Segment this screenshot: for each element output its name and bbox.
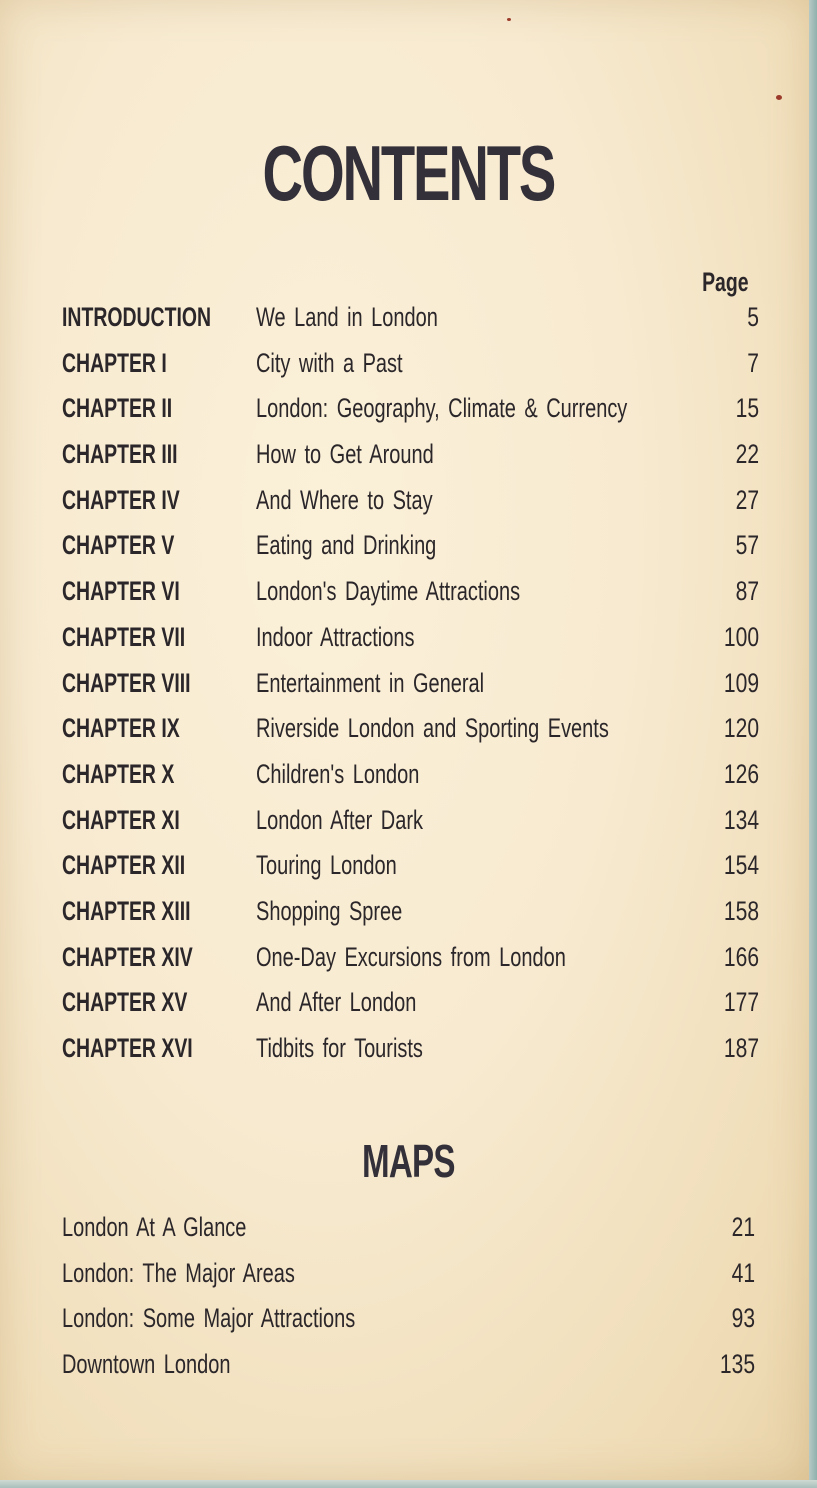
chapter-label: CHAPTER VIII [62, 667, 191, 698]
chapter-page-number: 22 [735, 439, 759, 470]
chapter-title: London's Daytime Attractions [256, 576, 521, 607]
chapter-title: London: Geography, Climate & Currency [256, 393, 628, 424]
chapter-title: One-Day Excursions from London [256, 941, 566, 972]
chapter-page-number: 134 [723, 804, 759, 835]
chapter-label: CHAPTER XI [62, 804, 180, 835]
map-page-number: 21 [731, 1212, 755, 1242]
chapter-title: Tidbits for Tourists [256, 1033, 423, 1063]
chapter-list [62, 298, 759, 1075]
chapter-title: We Land in London [256, 302, 438, 332]
toc-row[interactable] [62, 1029, 759, 1075]
chapter-page-number: 7 [747, 347, 759, 378]
chapter-page-number: 87 [735, 576, 759, 607]
chapter-page-number: 177 [723, 987, 759, 1018]
toc-row[interactable] [62, 664, 759, 710]
chapter-label: CHAPTER XIV [62, 941, 193, 972]
chapter-title: Riverside London and Sporting Events [256, 713, 609, 744]
map-row[interactable] [62, 1299, 755, 1345]
chapter-title: Eating and Drinking [256, 530, 437, 561]
chapter-label: CHAPTER XII [62, 850, 186, 881]
chapter-title: Indoor Attractions [256, 621, 415, 652]
chapter-label: CHAPTER I [62, 347, 167, 378]
page-edge-bottom [0, 1480, 817, 1488]
contents-title: CONTENTS [262, 129, 555, 217]
chapter-label: CHAPTER XIII [62, 895, 191, 926]
toc-row[interactable] [62, 435, 759, 481]
chapter-title: Children's London [256, 758, 420, 789]
chapter-title: Entertainment in General [256, 667, 485, 698]
toc-row[interactable] [62, 481, 759, 527]
chapter-label: CHAPTER XV [62, 987, 188, 1018]
chapter-title: Shopping Spree [256, 895, 403, 926]
chapter-title: Touring London [256, 850, 397, 881]
chapter-label: CHAPTER VI [62, 576, 180, 607]
page-edge-right [809, 0, 817, 1488]
map-row[interactable] [62, 1208, 755, 1254]
chapter-label: CHAPTER XVI [62, 1033, 193, 1063]
toc-row[interactable] [62, 389, 759, 435]
chapter-page-number: 109 [723, 667, 759, 698]
chapter-label: CHAPTER V [62, 530, 175, 561]
chapter-label: CHAPTER IV [62, 484, 180, 515]
toc-row[interactable] [62, 755, 759, 801]
chapter-label: CHAPTER X [62, 758, 175, 789]
chapter-page-number: 27 [735, 484, 759, 515]
map-title: London: The Major Areas [62, 1257, 295, 1288]
toc-row[interactable] [62, 938, 759, 984]
toc-row[interactable] [62, 846, 759, 892]
ink-fleck [776, 95, 782, 100]
toc-row[interactable] [62, 709, 759, 755]
map-title: London: Some Major Attractions [62, 1303, 356, 1333]
map-list [62, 1208, 755, 1390]
chapter-page-number: 100 [723, 621, 759, 652]
chapter-page-number: 166 [723, 941, 759, 972]
toc-row[interactable] [62, 526, 759, 572]
maps-heading: MAPS [361, 1135, 455, 1187]
chapter-title: How to Get Around [256, 439, 434, 470]
chapter-page-number: 154 [723, 850, 759, 881]
chapter-label: CHAPTER IX [62, 713, 180, 744]
chapter-page-number: 15 [735, 393, 759, 424]
chapter-title: And Where to Stay [256, 484, 433, 515]
toc-row[interactable] [62, 892, 759, 938]
toc-row[interactable] [62, 298, 759, 344]
chapter-page-number: 5 [747, 302, 759, 332]
map-row[interactable] [62, 1254, 755, 1300]
chapter-title: And After London [256, 987, 417, 1018]
map-title: London At A Glance [62, 1212, 247, 1242]
page-column-label: Page [702, 267, 749, 297]
map-row[interactable] [62, 1345, 755, 1391]
chapter-page-number: 126 [723, 758, 759, 789]
ink-fleck [507, 18, 511, 21]
chapter-title: City with a Past [256, 347, 403, 378]
toc-row[interactable] [62, 618, 759, 664]
chapter-page-number: 120 [723, 713, 759, 744]
chapter-label: CHAPTER II [62, 393, 173, 424]
chapter-title: London After Dark [256, 804, 423, 835]
chapter-page-number: 187 [723, 1033, 759, 1063]
chapter-page-number: 57 [735, 530, 759, 561]
map-page-number: 135 [719, 1348, 755, 1379]
chapter-page-number: 158 [723, 895, 759, 926]
chapter-label: CHAPTER III [62, 439, 178, 470]
toc-row[interactable] [62, 983, 759, 1029]
map-title: Downtown London [62, 1348, 231, 1379]
chapter-label: CHAPTER VII [62, 621, 186, 652]
chapter-label: INTRODUCTION [62, 302, 212, 332]
map-page-number: 93 [731, 1303, 755, 1333]
toc-row[interactable] [62, 572, 759, 618]
toc-row[interactable] [62, 344, 759, 390]
map-page-number: 41 [731, 1257, 755, 1288]
toc-row[interactable] [62, 801, 759, 847]
